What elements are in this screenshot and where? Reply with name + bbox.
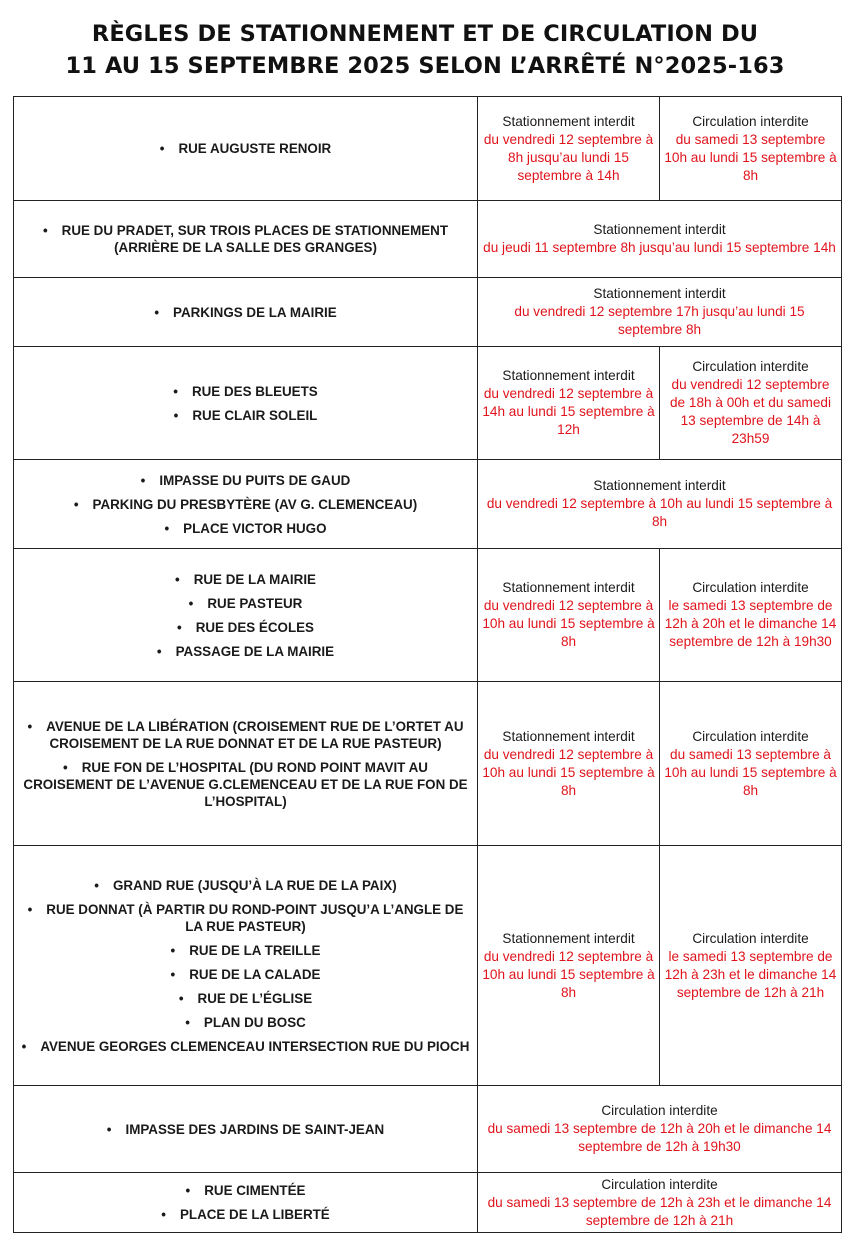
parking-rule-cell [478, 97, 660, 201]
street-item: • RUE AUGUSTE RENOIR [20, 140, 471, 157]
rule-title: Stationnement interdit [502, 728, 635, 744]
rule-detail: du vendredi 12 septembre de 18h à 00h et du samedi 13 septembre de 14h à 23h59 [670, 377, 831, 446]
street-item: • RUE DONNAT (À PARTIR DU ROND-POINT JUSQU’A L’ANGLE DE LA RUE PASTEUR) [20, 901, 471, 935]
table-row [14, 1173, 842, 1233]
rule-detail: du samedi 13 septembre à 10h au lundi 15 septembre à 8h [664, 746, 837, 798]
table-row [14, 460, 842, 549]
traffic-rule-cell [660, 347, 842, 460]
streets-cell [14, 846, 478, 1086]
street-item: • RUE DES ÉCOLES [20, 619, 471, 636]
streets-cell [14, 549, 478, 682]
street-item: • PLAN DU BOSC [20, 1014, 471, 1031]
rule-detail: du vendredi 12 septembre à 10h au lundi 15 septembre à 8h [486, 496, 833, 529]
rule-detail: le samedi 13 septembre de 12h à 23h et le dimanche 14 septembre de 12h à 21h [664, 948, 837, 1000]
street-item: • RUE PASTEUR [20, 595, 471, 612]
rule-title: Circulation interdite [692, 930, 809, 946]
street-item: • RUE DE L’ÉGLISE [20, 990, 471, 1007]
traffic-rule-cell [660, 97, 842, 201]
rule-title: Circulation interdite [692, 580, 809, 595]
table-row [14, 278, 842, 347]
street-item: • IMPASSE DES JARDINS DE SAINT-JEAN [20, 1121, 471, 1138]
streets-cell [14, 201, 478, 278]
street-item: • PLACE VICTOR HUGO [20, 520, 471, 537]
rule-detail: du vendredi 12 septembre à 14h au lundi 15 septembre à 12h [482, 386, 655, 437]
table-row [14, 549, 842, 682]
rule-title: Circulation interdite [692, 113, 809, 129]
traffic-rule-cell [660, 846, 842, 1086]
streets-cell [14, 278, 478, 347]
table-row [14, 347, 842, 460]
street-item: • PLACE DE LA LIBERTÉ [20, 1206, 471, 1223]
rule-title: Stationnement interdit [502, 113, 635, 129]
rule-detail: du vendredi 12 septembre à 8h jusqu’au lundi 15 septembre à 14h [483, 131, 654, 183]
rule-detail: du vendredi 12 septembre à 10h au lundi 15 septembre à 8h [482, 746, 655, 798]
parking-rule-cell [478, 682, 660, 846]
parking-rule-cell [478, 278, 842, 347]
rule-title: Circulation interdite [692, 728, 809, 744]
parking-rule-cell [478, 846, 660, 1086]
rule-title: Circulation interdite [601, 1103, 718, 1118]
streets-cell [14, 347, 478, 460]
document-title [0, 18, 850, 82]
traffic-rule-cell [478, 1173, 842, 1233]
street-item: • PASSAGE DE LA MAIRIE [20, 643, 471, 660]
rule-title: Circulation interdite [601, 1176, 718, 1192]
street-item: • RUE DE LA TREILLE [20, 942, 471, 959]
traffic-rule-cell [660, 549, 842, 682]
streets-cell [14, 682, 478, 846]
streets-cell [14, 460, 478, 549]
parking-rule-cell [478, 347, 660, 460]
table-row [14, 1086, 842, 1173]
parking-rule-cell [478, 460, 842, 549]
rule-detail: du vendredi 12 septembre à 10h au lundi 15 septembre à 8h [482, 948, 655, 1000]
street-item: • RUE DE LA CALADE [20, 966, 471, 983]
table-row [14, 97, 842, 201]
street-item: • RUE DES BLEUETS [20, 383, 471, 400]
table-row [14, 846, 842, 1086]
rule-detail: le samedi 13 septembre de 12h à 20h et le dimanche 14 septembre de 12h à 19h30 [664, 598, 837, 649]
rule-detail: du samedi 13 septembre 10h au lundi 15 septembre à 8h [664, 131, 837, 183]
street-item: • PARKINGS DE LA MAIRIE [20, 304, 471, 321]
rule-detail: du vendredi 12 septembre 17h jusqu’au lundi 15 septembre 8h [514, 304, 805, 337]
traffic-rule-cell [478, 1086, 842, 1173]
street-item: • RUE DE LA MAIRIE [20, 571, 471, 588]
title-line-1: RÈGLES DE STATIONNEMENT ET DE CIRCULATION DU [91, 21, 759, 47]
street-item: • RUE DU PRADET, SUR TROIS PLACES DE STATIONNEMENT (ARRIÈRE DE LA SALLE DES GRANGES) [20, 222, 471, 256]
rule-detail: du samedi 13 septembre de 12h à 23h et le dimanche 14 septembre de 12h à 21h [487, 1194, 832, 1228]
street-item: • AVENUE GEORGES CLEMENCEAU INTERSECTION RUE DU PIOCH [20, 1038, 471, 1055]
parking-rule-cell [478, 549, 660, 682]
rule-title: Circulation interdite [692, 359, 809, 374]
rule-title: Stationnement interdit [502, 930, 635, 946]
street-item: • RUE FON DE L’HOSPITAL (DU ROND POINT MAVIT AU CROISEMENT DE L’AVENUE G.CLEMENCEAU ET DE LA RUE FON DE L’HOSPITAL) [20, 759, 471, 810]
title-line-2: 11 AU 15 SEPTEMBRE 2025 SELON L’ARRÊTÉ N°2025-163 [65, 53, 785, 79]
table-row [14, 201, 842, 278]
streets-cell [14, 97, 478, 201]
parking-rule-cell [478, 201, 842, 278]
traffic-rule-cell [660, 682, 842, 846]
rule-title: Stationnement interdit [502, 368, 635, 383]
street-item: • IMPASSE DU PUITS DE GAUD [20, 472, 471, 489]
rule-title: Stationnement interdit [593, 478, 726, 493]
rule-detail: du samedi 13 septembre de 12h à 20h et le dimanche 14 septembre de 12h à 19h30 [487, 1121, 832, 1154]
rule-detail: du vendredi 12 septembre à 10h au lundi 15 septembre à 8h [482, 598, 655, 649]
street-item: • RUE CIMENTÉE [20, 1182, 471, 1199]
rule-title: Stationnement interdit [502, 580, 635, 595]
street-item: • PARKING DU PRESBYTÈRE (AV G. CLEMENCEAU) [20, 496, 471, 513]
table-row [14, 682, 842, 846]
street-item: • GRAND RUE (JUSQU’À LA RUE DE LA PAIX) [20, 877, 471, 894]
street-item: • RUE CLAIR SOLEIL [20, 407, 471, 424]
street-item: • AVENUE DE LA LIBÉRATION (CROISEMENT RUE DE L’ORTET AU CROISEMENT DE LA RUE DONNAT ET DE LA RUE PASTEUR) [20, 718, 471, 752]
rule-title: Stationnement interdit [593, 286, 726, 301]
rule-title: Stationnement interdit [593, 222, 726, 237]
streets-cell [14, 1173, 478, 1233]
rule-detail: du jeudi 11 septembre 8h jusqu’au lundi 15 septembre 14h [483, 240, 836, 255]
streets-cell [14, 1086, 478, 1173]
regulation-table [13, 96, 842, 1233]
